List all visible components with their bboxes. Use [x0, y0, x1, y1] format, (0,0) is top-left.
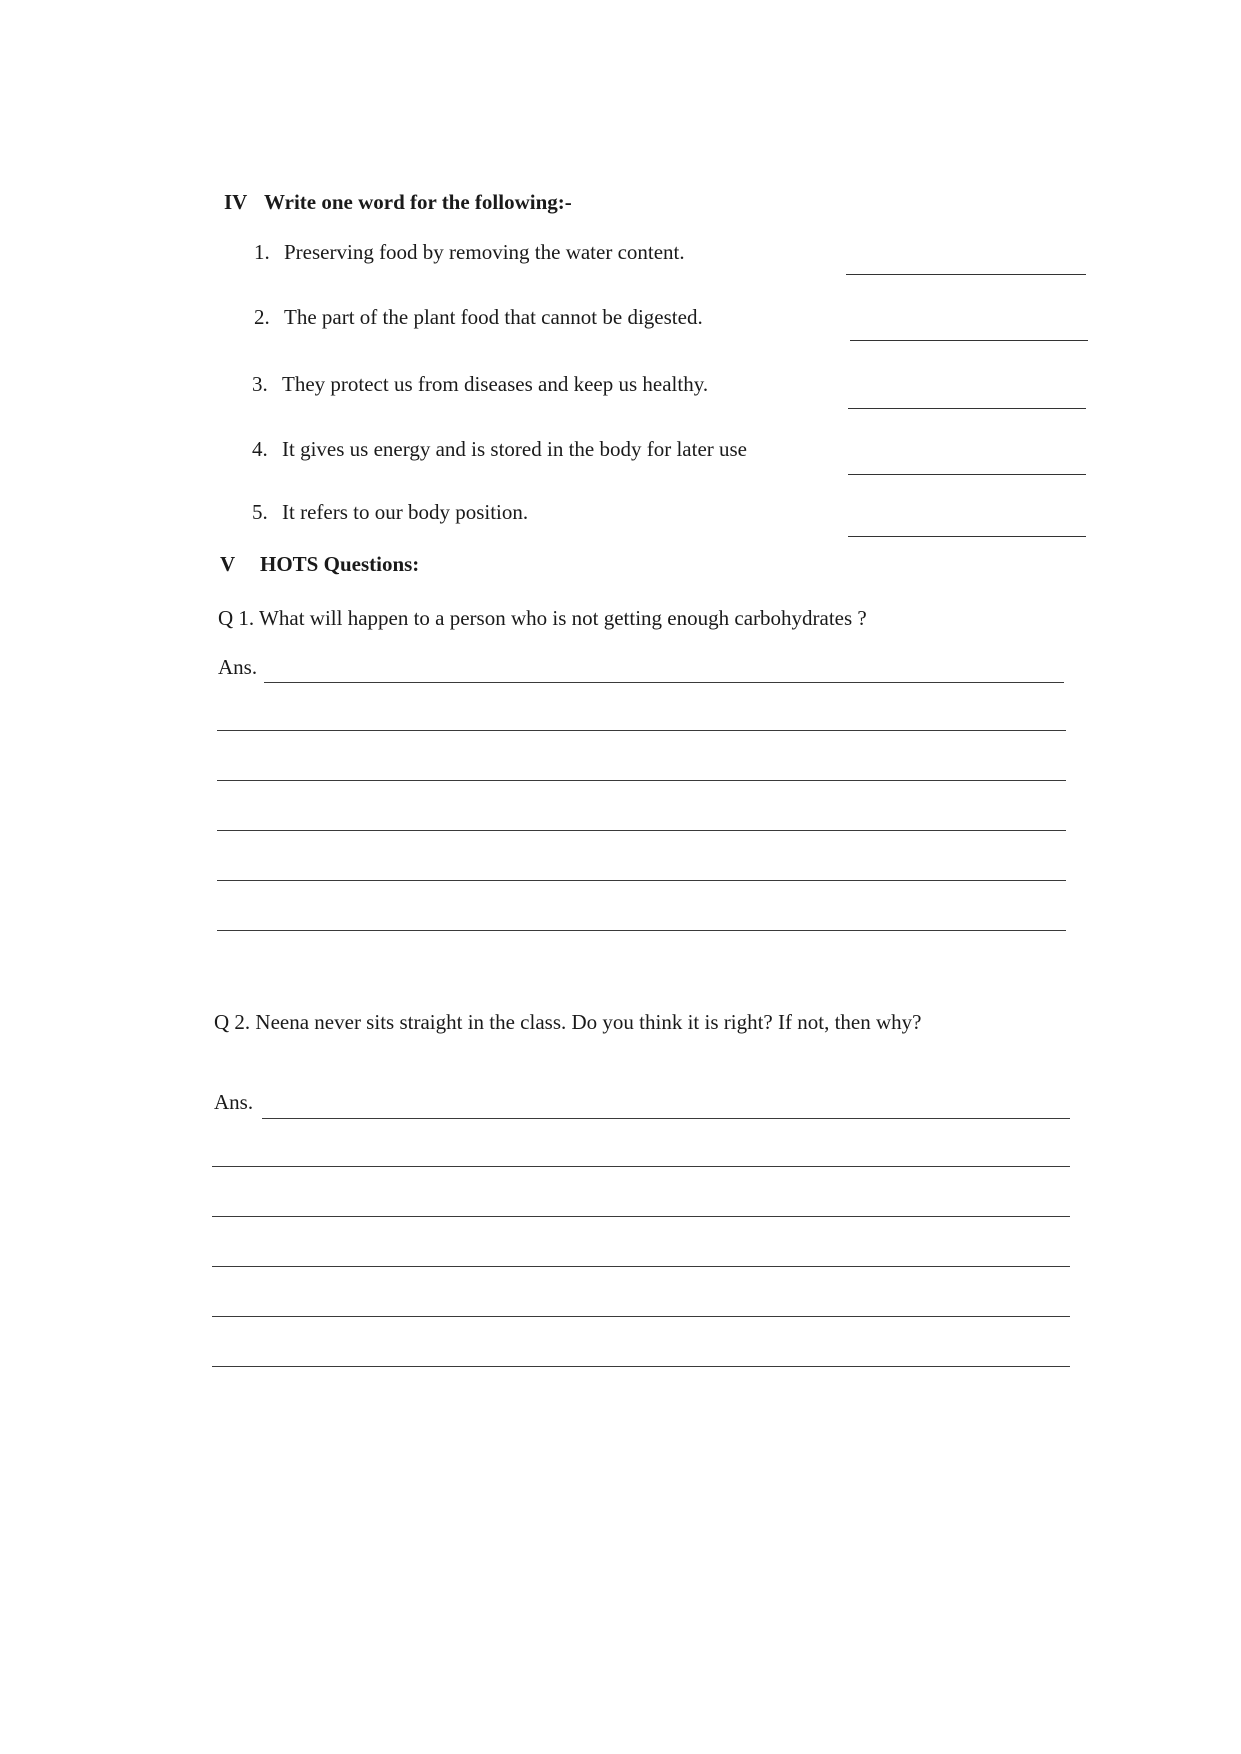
- item-text: It refers to our body position.: [282, 500, 529, 524]
- answer-blank-4[interactable]: [848, 474, 1086, 475]
- item-number: 5.: [252, 500, 268, 524]
- answer-line[interactable]: [217, 730, 1066, 731]
- answer-line[interactable]: [217, 880, 1066, 881]
- answer-line[interactable]: [212, 1216, 1070, 1217]
- section-iv-numeral: IV: [224, 190, 248, 214]
- item-text: The part of the plant food that cannot be digested.: [284, 305, 703, 329]
- answer-line[interactable]: [212, 1166, 1070, 1167]
- list-item: [254, 305, 703, 330]
- answer-line[interactable]: [212, 1366, 1070, 1367]
- list-item: [252, 437, 747, 462]
- list-item: [252, 500, 528, 525]
- answer-line[interactable]: [217, 930, 1066, 931]
- section-v-numeral: V: [220, 552, 236, 576]
- answer-blank-2[interactable]: [850, 340, 1088, 341]
- section-iv-title: Write one word for the following:-: [264, 190, 572, 214]
- item-number: 2.: [254, 305, 270, 329]
- answer-line[interactable]: [212, 1266, 1070, 1267]
- list-item: [254, 240, 685, 265]
- answer-line[interactable]: [262, 1118, 1070, 1119]
- question-2: [214, 1010, 921, 1035]
- section-iv-heading: [224, 190, 572, 215]
- section-v-title: HOTS Questions:: [260, 552, 420, 576]
- answer-blank-5[interactable]: [848, 536, 1086, 537]
- answer-label: Ans.: [214, 1090, 254, 1114]
- list-item: [252, 372, 708, 397]
- answer-line[interactable]: [217, 780, 1066, 781]
- answer-blank-3[interactable]: [848, 408, 1086, 409]
- question-label: Q 1.: [218, 606, 255, 630]
- item-number: 3.: [252, 372, 268, 396]
- question-label: Q 2.: [214, 1010, 251, 1034]
- question-1: [218, 606, 867, 631]
- answer-line[interactable]: [217, 830, 1066, 831]
- answer-line[interactable]: [264, 682, 1064, 683]
- item-number: 4.: [252, 437, 268, 461]
- answer-line[interactable]: [212, 1316, 1070, 1317]
- question-text: What will happen to a person who is not getting enough carbohydrates ?: [259, 606, 867, 630]
- question-text: Neena never sits straight in the class. Do you think it is right? If not, then why?: [255, 1010, 922, 1034]
- answer-blank-1[interactable]: [846, 274, 1086, 275]
- answer-label: Ans.: [218, 655, 258, 679]
- item-number: 1.: [254, 240, 270, 264]
- item-text: They protect us from diseases and keep us healthy.: [282, 372, 709, 396]
- item-text: It gives us energy and is stored in the body for later use: [282, 437, 748, 461]
- item-text: Preserving food by removing the water content.: [284, 240, 685, 264]
- section-v-heading: [220, 552, 419, 577]
